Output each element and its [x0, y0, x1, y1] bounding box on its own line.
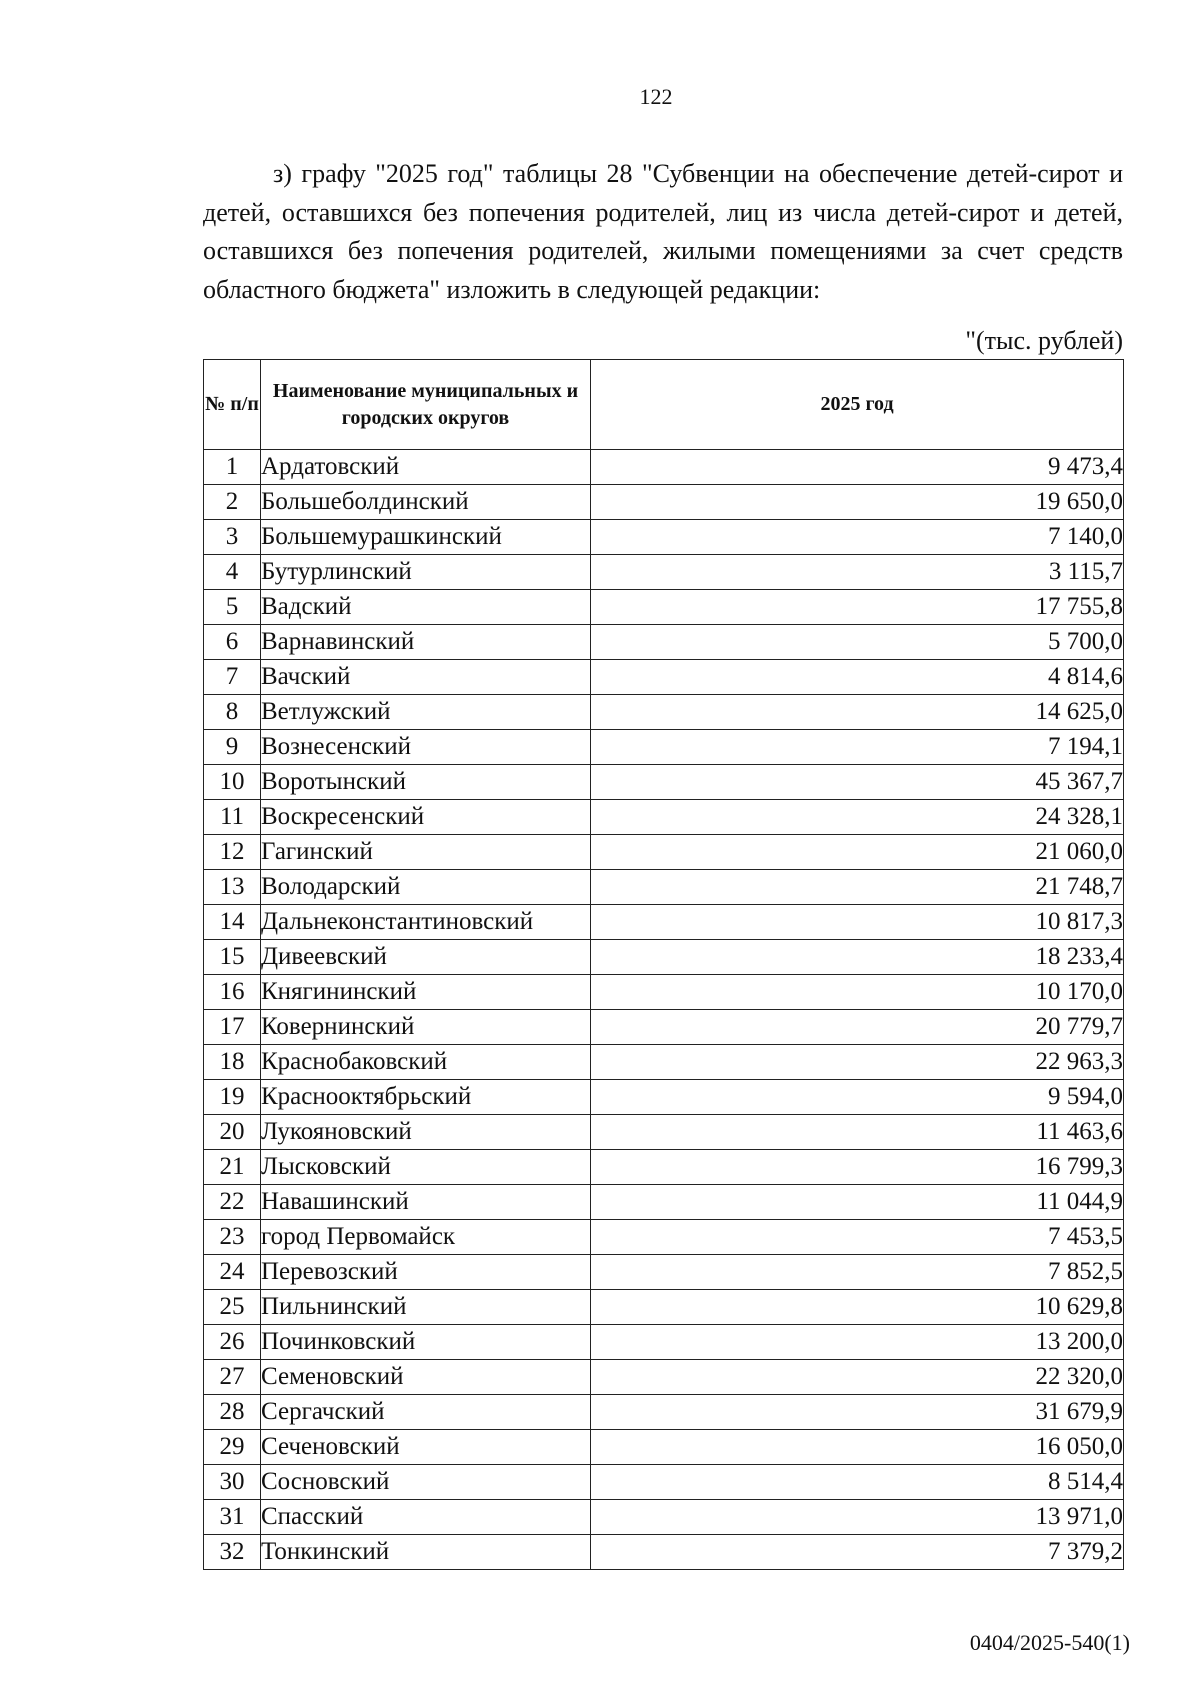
row-number: 10 [204, 765, 261, 800]
table-row [204, 1360, 1124, 1395]
district-name: Пильнинский [261, 1290, 591, 1325]
intro-paragraph: з) графу "2025 год" таблицы 28 "Субвенции на обеспечение детей-сирот и детей, оставшихся без попечения родителей, лиц из числа детей-сирот и детей, оставшихся без попечения родителей, жилыми помещениями за счет средств областного бюджета" изложить в следующей редакции: [203, 159, 1123, 304]
amount-value: 24 328,1 [591, 800, 1124, 835]
district-name: Перевозский [261, 1255, 591, 1290]
table-row [204, 590, 1124, 625]
amount-value: 7 852,5 [591, 1255, 1124, 1290]
table-row [204, 940, 1124, 975]
table-row [204, 765, 1124, 800]
header-num: № п/п [204, 360, 261, 450]
row-number: 24 [204, 1255, 261, 1290]
amount-value: 4 814,6 [591, 660, 1124, 695]
district-name: Тонкинский [261, 1535, 591, 1570]
amount-value: 10 817,3 [591, 905, 1124, 940]
district-name: Краснооктябрьский [261, 1080, 591, 1115]
amount-value: 14 625,0 [591, 695, 1124, 730]
district-name: Сосновский [261, 1465, 591, 1500]
amount-value: 16 050,0 [591, 1430, 1124, 1465]
table-row [204, 485, 1124, 520]
district-name: Княгининский [261, 975, 591, 1010]
amount-value: 10 629,8 [591, 1290, 1124, 1325]
table-row [204, 695, 1124, 730]
row-number: 18 [204, 1045, 261, 1080]
amount-value: 19 650,0 [591, 485, 1124, 520]
row-number: 27 [204, 1360, 261, 1395]
unit-note: "(тыс. рублей) [965, 326, 1123, 355]
amount-value: 18 233,4 [591, 940, 1124, 975]
district-name: Дивеевский [261, 940, 591, 975]
table-body [204, 450, 1124, 1570]
table-row [204, 660, 1124, 695]
table-row [204, 1395, 1124, 1430]
amount-value: 3 115,7 [591, 555, 1124, 590]
row-number: 3 [204, 520, 261, 555]
district-name: Починковский [261, 1325, 591, 1360]
table-row [204, 1255, 1124, 1290]
amount-value: 45 367,7 [591, 765, 1124, 800]
row-number: 23 [204, 1220, 261, 1255]
district-name: Сергачский [261, 1395, 591, 1430]
amount-value: 9 473,4 [591, 450, 1124, 485]
district-name: Сеченовский [261, 1430, 591, 1465]
page-number: 122 [639, 84, 673, 109]
row-number: 17 [204, 1010, 261, 1045]
row-number: 9 [204, 730, 261, 765]
amount-value: 11 044,9 [591, 1185, 1124, 1220]
table-row [204, 1185, 1124, 1220]
row-number: 29 [204, 1430, 261, 1465]
district-name: Большемурашкинский [261, 520, 591, 555]
amount-value: 7 194,1 [591, 730, 1124, 765]
amount-value: 21 748,7 [591, 870, 1124, 905]
row-number: 14 [204, 905, 261, 940]
row-number: 20 [204, 1115, 261, 1150]
table-row [204, 1115, 1124, 1150]
amount-value: 7 140,0 [591, 520, 1124, 555]
district-name: Вачский [261, 660, 591, 695]
table-row [204, 730, 1124, 765]
district-name: Гагинский [261, 835, 591, 870]
row-number: 4 [204, 555, 261, 590]
table-row [204, 905, 1124, 940]
amount-value: 22 963,3 [591, 1045, 1124, 1080]
row-number: 32 [204, 1535, 261, 1570]
row-number: 12 [204, 835, 261, 870]
table-row [204, 1045, 1124, 1080]
row-number: 5 [204, 590, 261, 625]
amount-value: 8 514,4 [591, 1465, 1124, 1500]
table-row [204, 625, 1124, 660]
district-name: Спасский [261, 1500, 591, 1535]
row-number: 21 [204, 1150, 261, 1185]
table-row [204, 1430, 1124, 1465]
table-row [204, 1290, 1124, 1325]
district-name: Бутурлинский [261, 555, 591, 590]
table-row [204, 520, 1124, 555]
row-number: 19 [204, 1080, 261, 1115]
amount-value: 21 060,0 [591, 835, 1124, 870]
district-name: Лысковский [261, 1150, 591, 1185]
district-name: Ковернинский [261, 1010, 591, 1045]
table-row [204, 835, 1124, 870]
row-number: 2 [204, 485, 261, 520]
row-number: 31 [204, 1500, 261, 1535]
table-row [204, 1500, 1124, 1535]
table-row [204, 1080, 1124, 1115]
table-row [204, 450, 1124, 485]
row-number: 26 [204, 1325, 261, 1360]
amount-value: 9 594,0 [591, 1080, 1124, 1115]
amount-value: 22 320,0 [591, 1360, 1124, 1395]
district-name: Варнавинский [261, 625, 591, 660]
district-name: Краснобаковский [261, 1045, 591, 1080]
row-number: 15 [204, 940, 261, 975]
row-number: 16 [204, 975, 261, 1010]
table-row [204, 1220, 1124, 1255]
subvention-table [203, 359, 1124, 1570]
row-number: 22 [204, 1185, 261, 1220]
district-name: Навашинский [261, 1185, 591, 1220]
amount-value: 31 679,9 [591, 1395, 1124, 1430]
amount-value: 13 971,0 [591, 1500, 1124, 1535]
amount-value: 7 453,5 [591, 1220, 1124, 1255]
header-year: 2025 год [591, 360, 1124, 450]
row-number: 7 [204, 660, 261, 695]
row-number: 13 [204, 870, 261, 905]
table-row [204, 975, 1124, 1010]
row-number: 11 [204, 800, 261, 835]
amount-value: 7 379,2 [591, 1535, 1124, 1570]
amount-value: 16 799,3 [591, 1150, 1124, 1185]
table-header-row [204, 360, 1124, 450]
district-name: Володарский [261, 870, 591, 905]
amount-value: 10 170,0 [591, 975, 1124, 1010]
table-row [204, 1535, 1124, 1570]
table-row [204, 1150, 1124, 1185]
table-row [204, 1325, 1124, 1360]
district-name: город Первомайск [261, 1220, 591, 1255]
amount-value: 20 779,7 [591, 1010, 1124, 1045]
district-name: Большеболдинский [261, 485, 591, 520]
document-code: 0404/2025-540(1) [969, 1630, 1130, 1655]
district-name: Семеновский [261, 1360, 591, 1395]
amount-value: 17 755,8 [591, 590, 1124, 625]
table-row [204, 870, 1124, 905]
amount-value: 11 463,6 [591, 1115, 1124, 1150]
header-name: Наименование муниципальных и городских округов [261, 360, 591, 450]
amount-value: 5 700,0 [591, 625, 1124, 660]
table-row [204, 1465, 1124, 1500]
row-number: 8 [204, 695, 261, 730]
district-name: Ардатовский [261, 450, 591, 485]
table-row [204, 1010, 1124, 1045]
row-number: 28 [204, 1395, 261, 1430]
district-name: Воротынский [261, 765, 591, 800]
amount-value: 13 200,0 [591, 1325, 1124, 1360]
district-name: Лукояновский [261, 1115, 591, 1150]
district-name: Воскресенский [261, 800, 591, 835]
row-number: 25 [204, 1290, 261, 1325]
table-row [204, 555, 1124, 590]
row-number: 1 [204, 450, 261, 485]
district-name: Вадский [261, 590, 591, 625]
row-number: 6 [204, 625, 261, 660]
district-name: Ветлужский [261, 695, 591, 730]
district-name: Вознесенский [261, 730, 591, 765]
district-name: Дальнеконстантиновский [261, 905, 591, 940]
row-number: 30 [204, 1465, 261, 1500]
table-row [204, 800, 1124, 835]
